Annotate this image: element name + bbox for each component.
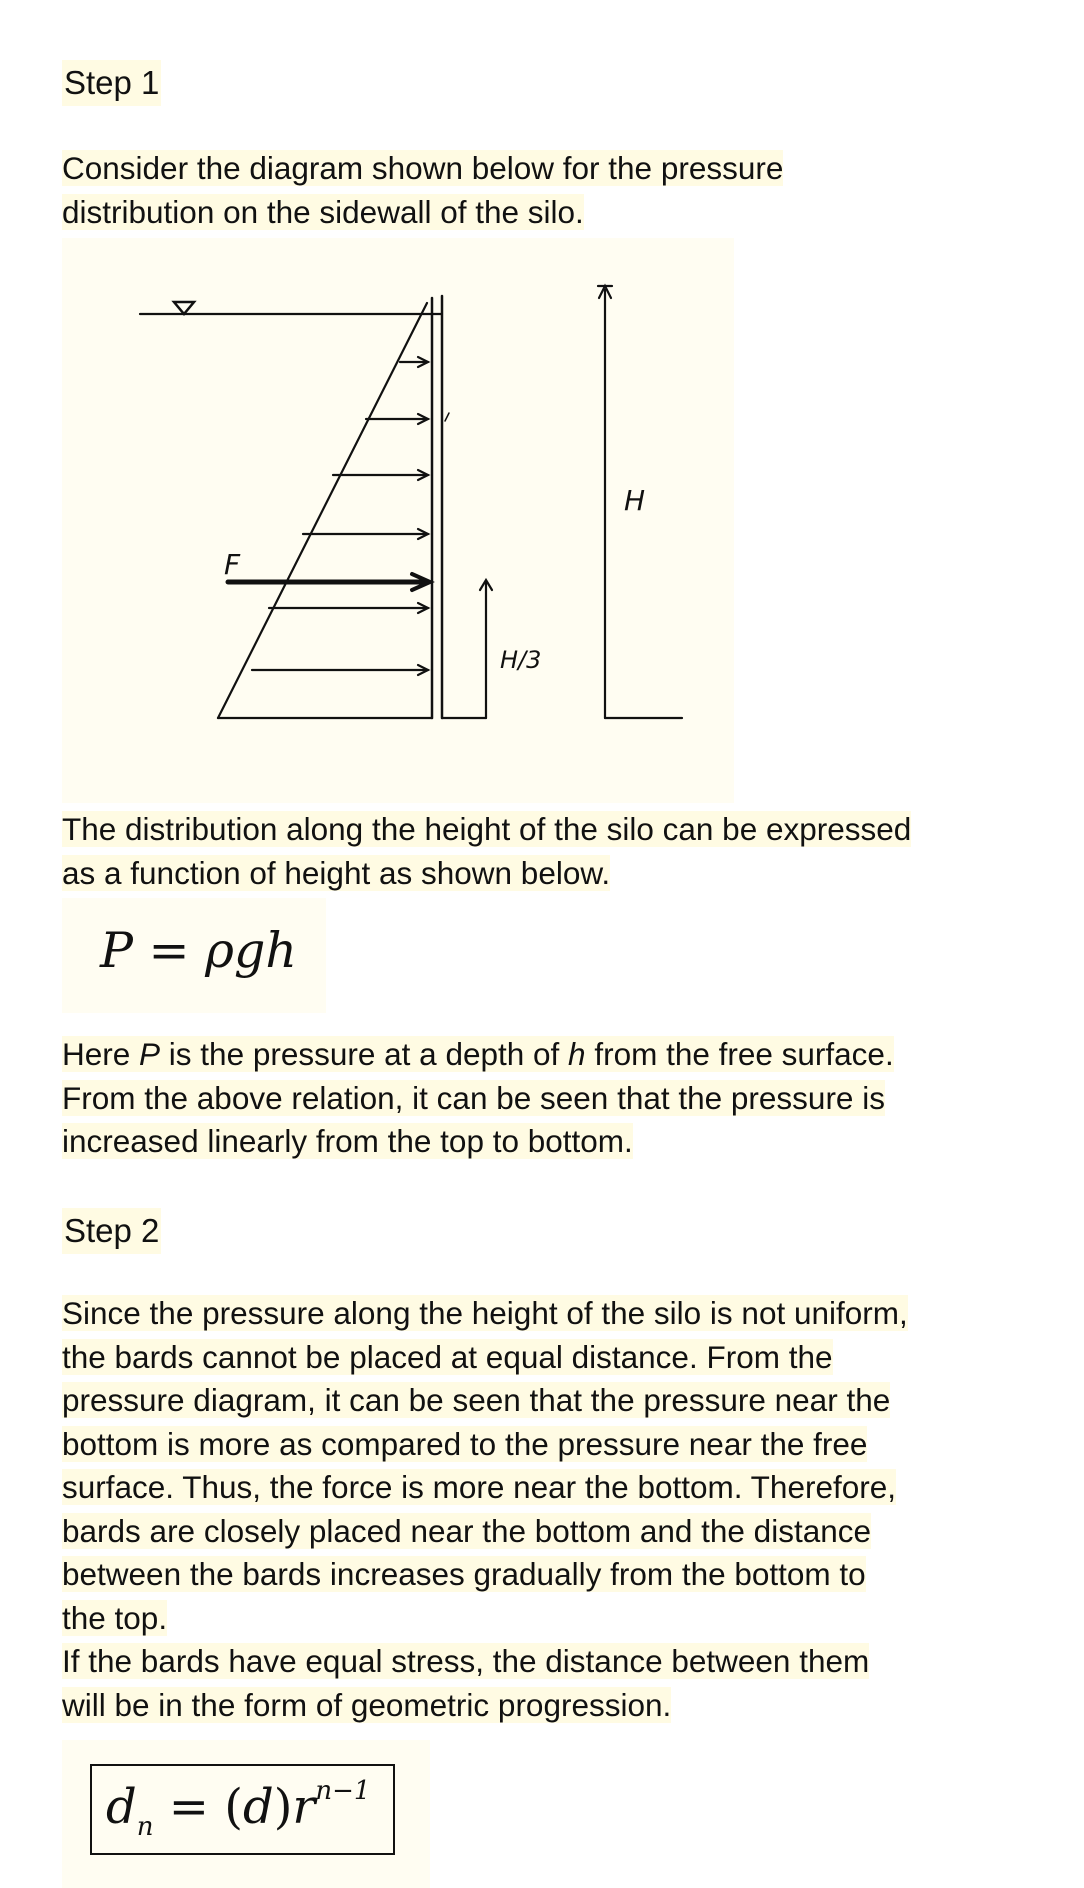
explanation-text-a: Here (62, 1036, 140, 1072)
step-2-line-7: between the bards increases gradually from the bottom to (62, 1556, 866, 1592)
variable-p: P (139, 1036, 161, 1072)
explanation-line-1 (62, 1036, 894, 1072)
step-1-label: Step 1 (62, 60, 161, 106)
formula-close-paren: ) (273, 1779, 293, 1835)
intro-line-2: distribution on the sidewall of the silo. (62, 193, 584, 230)
step-2-line-2: the bards cannot be placed at equal distance. From the (62, 1338, 833, 1375)
force-label: F (224, 548, 241, 581)
height-label: H (624, 484, 646, 517)
pressure-diagram (62, 238, 734, 803)
pressure-diagram-svg (62, 238, 734, 803)
formula-equals: = ( (153, 1779, 243, 1835)
variable-h: h (568, 1036, 586, 1072)
step-2-text (62, 1292, 908, 1727)
step-2-line-5: surface. Thus, the force is more near the bottom. Therefore, (62, 1469, 896, 1505)
gp-line-1: If the bards have equal stress, the distance between them (62, 1643, 870, 1679)
geometric-progression-formula (62, 1740, 430, 1888)
formula-r: r (292, 1779, 316, 1835)
distribution-line-2: as a function of height as shown below. (62, 854, 611, 891)
explanation-text-b: is the pressure at a depth of (160, 1036, 569, 1072)
explanation-text (62, 1033, 894, 1164)
gp-formula-text (106, 1776, 370, 1842)
step-2-line-4: bottom is more as compared to the pressure near the free (62, 1425, 868, 1462)
distribution-text (62, 808, 911, 895)
pressure-formula (62, 898, 326, 1013)
pressure-formula-text: P = ρgh (100, 922, 297, 979)
formula-subscript-n: n (136, 1812, 154, 1842)
third-height-label: H/3 (500, 646, 542, 674)
step-2-line-8: the top. (62, 1599, 168, 1636)
formula-d-n: d (106, 1779, 137, 1835)
free-surface-symbol (174, 302, 194, 314)
pressure-hypotenuse (218, 303, 427, 718)
step-2-line-1: Since the pressure along the height of the silo is not uniform, (62, 1295, 908, 1331)
formula-frame (90, 1764, 395, 1855)
formula-d: d (242, 1779, 274, 1835)
intro-line-1: Consider the diagram shown below for the pressure (62, 150, 784, 186)
wall-mark (445, 413, 449, 421)
explanation-line-3: increased linearly from the top to bottom. (62, 1123, 633, 1159)
explanation-text-c: from the free surface. (585, 1036, 894, 1072)
distribution-line-1: The distribution along the height of the silo can be expressed (62, 811, 912, 847)
formula-exponent: n−1 (315, 1776, 371, 1806)
step-1-intro (62, 147, 783, 234)
gp-line-2: will be in the form of geometric progression. (62, 1686, 672, 1723)
explanation-line-2: From the above relation, it can be seen that the pressure is (62, 1079, 885, 1116)
step-2-line-3: pressure diagram, it can be seen that the pressure near the (62, 1382, 891, 1418)
step-2-label: Step 2 (62, 1208, 161, 1254)
step-2-line-6: bards are closely placed near the bottom and the distance (62, 1512, 872, 1549)
